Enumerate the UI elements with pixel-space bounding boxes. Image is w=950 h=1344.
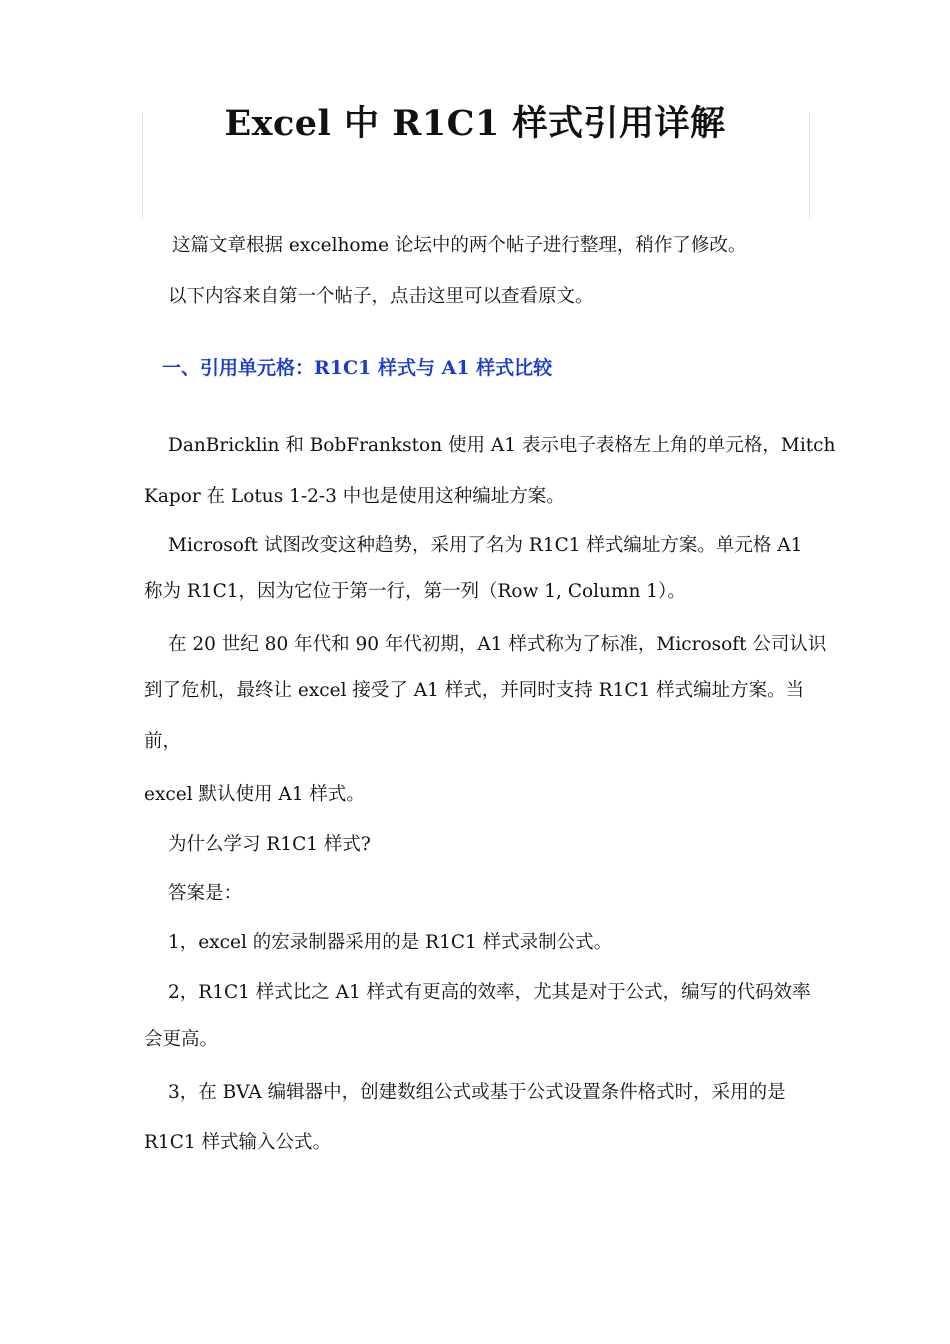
page-title: Excel 中 R1C1 样式引用详解 [224,103,726,144]
paragraph-3-line-1: 在 20 世纪 80 年代和 90 年代初期，A1 样式称为了标准，Microsoft 公司认识 [168,634,827,655]
paragraph-4: excel 默认使用 A1 样式。 [144,784,365,805]
paragraph-2-line-1: Microsoft 试图改变这种趋势，采用了名为 R1C1 样式编址方案。单元格 A1 [168,535,803,556]
paragraph-1-line-1: DanBricklin 和 BobFrankston 使用 A1 表示电子表格左上角的单元格，Mitch [168,435,836,456]
paragraph-1-line-2: Kapor 在 Lotus 1-2-3 中也是使用这种编址方案。 [144,486,565,507]
intro-line-1: 这篇文章根据 excelhome 论坛中的两个帖子进行整理，稍作了修改。 [172,235,747,256]
intro-line-2: 以下内容来自第一个帖子，点击这里可以查看原文。 [168,286,594,307]
question-line: 为什么学习 R1C1 样式? [168,834,371,855]
answer-label: 答案是： [168,883,243,904]
list-item-2-line-1: 2，R1C1 样式比之 A1 样式有更高的效率，尤其是对于公式，编写的代码效率 [168,982,811,1003]
list-item-2-line-2: 会更高。 [144,1029,219,1050]
paragraph-2-line-2: 称为 R1C1，因为它位于第一行，第一列（Row 1, Column 1）。 [144,581,686,602]
section-heading: 一、引用单元格：R1C1 样式与 A1 样式比较 [162,357,553,379]
paragraph-3-line-2: 到了危机，最终让 excel 接受了 A1 样式，并同时支持 R1C1 样式编址方案。当 [144,680,805,701]
list-item-3-line-2: R1C1 样式输入公式。 [144,1132,332,1153]
list-item-3-line-1: 3，在 BVA 编辑器中，创建数组公式或基于公式设置条件格式时，采用的是 [168,1082,786,1103]
list-item-1: 1，excel 的宏录制器采用的是 R1C1 样式录制公式。 [168,932,613,953]
paragraph-3-line-3: 前， [144,731,182,752]
